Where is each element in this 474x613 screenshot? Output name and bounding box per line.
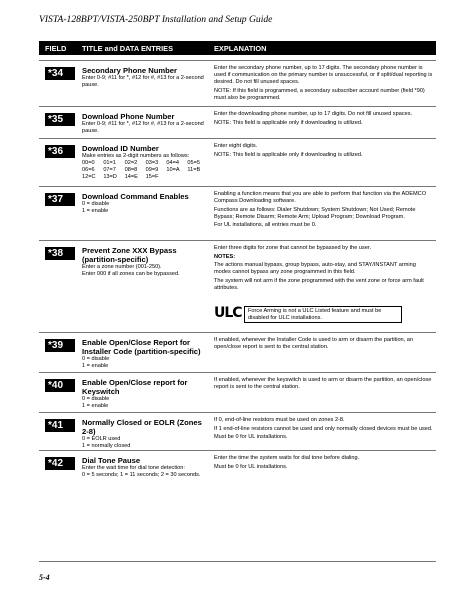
field-title: Download Command Enables <box>82 192 189 201</box>
table-row <box>39 186 436 241</box>
table-row <box>39 60 436 107</box>
explanation: Enter eight digits. NOTE: This field is applicable only if downloading is utilized. <box>214 143 363 158</box>
field-number: *35 <box>45 113 75 126</box>
field-title: Enable Open/Close report for Keyswitch <box>82 378 188 396</box>
data-entries: 0 = disable 1 = enable <box>82 201 110 214</box>
explanation: Enter the secondary phone number, up to 17 digits. The secondary phone number is used if communication on the primary number is unsuccessful, or if split/dual reporting is desired. Do not fill unused spaces. NOTE: If this field is programmed, a secondary subscriber account number (field *90) must also be programmed. <box>214 65 433 101</box>
table-row <box>39 450 436 491</box>
data-entries: Make entries as 2-digit numbers as follows: 00=0 01=1 02=2 03=3 04=4 05=5 06=6 07=7 08=8 09=9 10=A 11=B 12=C 13=D 14=E 15=F <box>82 153 207 181</box>
data-entries: 0 = disable 1 = enable <box>82 396 110 409</box>
field-number: *38 <box>45 247 75 260</box>
page-number: 5-4 <box>39 573 50 582</box>
field-number: *34 <box>45 67 75 80</box>
explanation: If enabled, whenever the Installer Code is used to arm or disarm the partition, an open/close report is sent to the central station. <box>214 337 413 350</box>
field-number: *37 <box>45 193 75 206</box>
table-row <box>39 106 436 139</box>
field-number: *42 <box>45 457 75 470</box>
data-entries: Enter a zone number (001-250). Enter 000 if all zones can be bypassed. <box>82 264 180 277</box>
table-row <box>39 138 436 187</box>
field-title: Prevent Zone XXX Bypass (partition-specific) <box>82 246 177 264</box>
column-explanation: EXPLANATION <box>214 44 267 53</box>
id-digit-table: 00=0 01=1 02=2 03=3 04=4 05=5 06=6 07=7 08=8 09=9 10=A 11=B 12=C 13=D 14=E 15=F <box>82 160 201 180</box>
field-number: *41 <box>45 419 75 432</box>
field-title: Download Phone Number <box>82 112 175 121</box>
ulc-notice <box>214 305 409 325</box>
footer-divider <box>39 561 436 562</box>
field-title: Enable Open/Close Report for Installer Code (partition-specific) <box>82 338 201 356</box>
field-title: Dial Tone Pause <box>82 456 141 465</box>
column-title: TITLE and DATA ENTRIES <box>82 44 174 53</box>
data-entries: 0 = disable 1 = enable <box>82 356 110 369</box>
explanation: Enabling a function means that you are able to perform that function via the ADEMCO Compass Downloading software. Functions are as follows: Dialer Shutdown; System Shutdown; Not Used; Remote Bypass; Remote Disarm; Remote Arm; Upload Program; Download Program. For UL installations, all entries must be 0. <box>214 191 427 228</box>
data-entries: Enter 0-9; #11 for *, #12 for #, #13 for a 2-second pause. <box>82 121 204 134</box>
field-number: *36 <box>45 145 75 158</box>
table-row <box>39 372 436 413</box>
explanation: Enter the time the system waits for dial tone before dialing. Must be 0 for UL installations. <box>214 455 360 470</box>
field-title: Normally Closed or EOLR (Zones 2-8) <box>82 418 202 436</box>
page-header-title: VISTA-128BPT/VISTA-250BPT Installation and Setup Guide <box>39 14 273 25</box>
table-row <box>39 240 436 333</box>
field-title: Secondary Phone Number <box>82 66 177 75</box>
data-entries: 0 = EOLR used 1 = normally closed <box>82 436 131 449</box>
field-number: *39 <box>45 339 75 352</box>
field-number: *40 <box>45 379 75 392</box>
explanation: If 0, end-of-line resistors must be used on zones 2-8. If 1 end-of-line resistors cannot be used and only normally closed devices must be used. Must be 0 for UL installations. <box>214 417 433 440</box>
explanation: Enter three digits for zone that cannot be bypassed by the user. NOTES: The actions manual bypass, group bypass, auto-stay, and STAY/INSTANT arming modes cannot bypass any zone programmed in this field. The system will not arm if the zone programmed with the vent zone or force arm fault attributes. <box>214 245 424 291</box>
explanation: If enabled, whenever the keyswitch is used to arm or disarm the partition, an open/close report is sent to the central station. <box>214 377 432 390</box>
ulc-note-box: Force Arming is not a ULC Listed feature and must be disabled for ULC installations. <box>244 306 402 323</box>
field-title: Download ID Number <box>82 144 159 153</box>
table-row <box>39 332 436 373</box>
table-column-header <box>39 41 436 55</box>
data-entries: Enter the wait time for dial tone detection: 0 = 5 seconds; 1 = 11 seconds; 2 = 30 seconds. <box>82 465 201 478</box>
column-field: FIELD <box>45 44 67 53</box>
data-entries: Enter 0-9; #11 for *, #12 for #, #13 for a 2-second pause. <box>82 75 204 88</box>
ulc-logo: ULC <box>214 305 242 321</box>
explanation: Enter the downloading phone number, up to 17 digits. Do not fill unused spaces. NOTE: This field is applicable only if downloading is utilized. <box>214 111 413 126</box>
table-row <box>39 412 436 451</box>
